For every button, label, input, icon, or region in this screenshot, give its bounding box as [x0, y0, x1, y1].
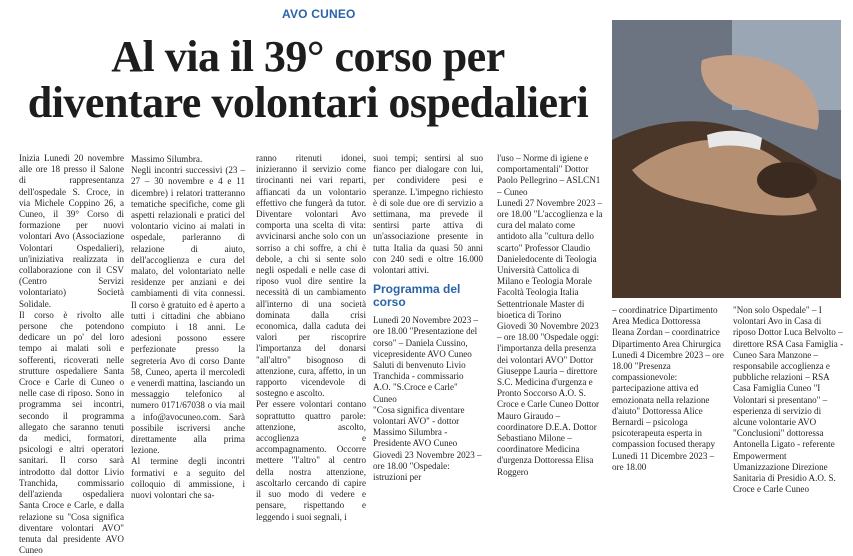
body-paragraph: Il corso è rivolto alle persone che potendono dedicare un po' del loro tempo ai malati soli e sofferenti, ricoverati nelle strutture ospedaliere Santa Croce e Carle di Cuneo o nelle case di riposo. Sono in programma sei incontri, secondo il programma allegato che saranno tenuti da medici, formatori, psicologi e altri operatori sanitari. Il corso sarà introdotto dal dottor Livio Tranchida, commissario dell'azienda ospedaliera Santa Croce e Carle, e dalla relazione su "Cosa significa diventare volontari AVO" tenuta dal presidente AVO Cuneo — [19, 309, 124, 556]
article-headline — [8, 34, 608, 126]
programme-entry: Lunedì 20 Novembre 2023 – ore 18.00 "Presentazione del corso" – Daniela Cussino, vicepresidente AVO Cuneo Saluti di benvenuto Livio Tranchida - commissario A.O. "S.Croce e Carle" Cuneo — [373, 315, 479, 404]
body-paragraph: Massimo Silumbra. — [131, 154, 203, 164]
headline-line-2: diventare volontari ospedalieri — [27, 78, 589, 127]
body-paragraph: Per essere volontari contano soprattutto quattro parole: attenzione, ascolto, accoglienza e accompagnamento. Occorre mettere "l'altro" al centro della nostra attenzione, ascoltarlo cercando di capire il suo modo di vedere e pensare, rispettando e leggendo i suoi segnali, i — [256, 399, 366, 522]
programme-heading: Programma del corso — [373, 282, 461, 310]
article-column-6 — [612, 305, 724, 473]
programme-entry: "Cosa significa diventare volontari AVO" - dottor Massimo Silumbra - Presidente AVO Cuneo — [373, 404, 465, 449]
body-paragraph: Al termine degli incontri formativi e a seguito del colloquio di ammissione, i nuovi volontari che sa- — [131, 456, 245, 501]
body-paragraph: ranno ritenuti idonei, inizieranno il servizio come tirocinanti nei vari reparti, affiancati da un volontario effettivo che fungerà da tutor. Diventare volontari Avo comporta una scelta di vita: avvicinarsi anche solo con un sorriso a chi soffre, a chi è debole, a chi si sente solo negli ospedali e nelle case di riposo vuol dire sentire la necessità di un cambiamento all'interno di una società dominata dalla crisi economica, dalla caduta dei valori per riscoprire l'importanza del donarsi "all'altro" bisognoso di attenzione, cura, affetto, in un rapporto vicendevole di sostegno e ascolto. — [256, 153, 366, 399]
programme-entry: – coordinatrice Dipartimento Area Medica Dottoressa Ileana Zordan – coordinatrice Dipartimento Area Chirurgica — [612, 305, 721, 349]
body-paragraph: Negli incontri successivi (23 – 27 – 30 novembre e 4 e 11 dicembre) i relatori tratteranno tematiche specifiche, come gli aspetti relazionali e pratici del volontario vicino ai malati in ospedale, parleranno di relazione di aiuto, dell'accoglienza e cura del malato, del volontariato nelle residenze per anziani e dei cambiamenti di vita connessi. Il corso è gratuito ed è aperto a tutti i cittadini che abbiano compiuto i 18 anni. Le adesioni possono essere perfezionate presso la segreteria Avo di corso Dante 58, Cuneo, aperta il mercoledì e venerdì mattina, lasciando un messaggio telefonico al numero 0171/67038 o via mail a info@avocuneo.com. Sarà possibile iscriversi anche direttamente alla prima lezione. — [131, 165, 245, 456]
programme-entry: Giovedì 30 Novembre 2023 – ore 18.00 "Ospedale oggi: l'importanza della presenza dei volontari AVO" Dottor Giuseppe Lauria – direttore S.C. Medicina d'urgenza e Pronto Soccorso A.O. S. Croce e Carle Cuneo Dottor Mauro Giraudo – coordinatore D.E.A. Dottor Sebastiano Milone – coordinatore Medicina d'urgenza Dottoressa Elisa Roggero — [497, 321, 600, 477]
article-column-3 — [256, 153, 366, 523]
article-column-4 — [373, 153, 483, 483]
article-column-7 — [733, 305, 845, 495]
article-column-2 — [131, 154, 245, 501]
body-paragraph: suoi tempi; sentirsi al suo fianco per dialogare con lui, per condividere pesi e speranze. L'impegno richiesto è di sole due ore di servizio a settimana, ma prevede il sentirsi parte attiva di un'associazione presente in tutta Italia da quasi 50 anni con 240 sedi e oltre 16.000 volontari attivi. — [373, 153, 483, 276]
headline-line-1: Al via il 39° corso per — [111, 32, 505, 81]
programme-entry: l'uso – Norme di igiene e comportamentali" Dottor Paolo Pellegrino – ASLCN1 – Cuneo — [497, 153, 601, 197]
programme-entry: Lunedì 11 Dicembre 2023 – ore 18.00 — [612, 450, 715, 472]
programme-entry: Giovedì 23 Novembre 2023 – ore 18.00 "Ospedale: istruzioni per — [373, 449, 482, 483]
article-column-1 — [19, 153, 124, 556]
hands-photo-icon — [612, 20, 841, 298]
section-kicker: AVO CUNEO — [282, 7, 356, 21]
programme-entry: "Non solo Ospedale" – I volontari Avo in Casa di riposo Dottor Luca Belvolto – direttore RSA Casa Famiglia - Cuneo Sara Manzone – responsabile accoglienza e pubbliche relazioni – RSA Casa Famiglia Cuneo "I Volontari si presentano" – esperienza di servizio di alcune volontarie AVO "Conclusioni" dottoressa Antonella Ligato - referente Empowerment Umanizzazione Direzione Sanitaria di Presidio A.O. S. Croce e Carle Cuneo — [733, 305, 844, 495]
photo-illustration — [612, 20, 841, 298]
programme-entry: Lunedì 4 Dicembre 2023 – ore 18.00 "Presenza compassionevole: partecipazione attiva ed emozionata nella relazione d'aiuto" Dottoressa Alice Bernardi – psicologa psicoterapeuta esperta in compassion focused therapy — [612, 349, 724, 450]
article-column-5 — [497, 153, 605, 478]
intro-paragraph: Inizia Lunedì 20 novembre alle ore 18 presso il Salone di rappresentanza dell'ospedale S. Croce, in via Michele Coppino 26, a Cuneo, il 39° Corso di formazione per nuovi volontari Avo (Associazione Volontari Ospedalieri), un'iniziativa realizzata in collaborazione con il CSV (Centro Servizi volontariato) Società Solidale. — [19, 153, 124, 309]
programme-entry: Lunedì 27 Novembre 2023 – ore 18.00 "L'accoglienza e la cura del malato come antidoto alla "cultura dello scarto" Professor Claudio Danieledocente di Teologia Università Cattolica di Milano e Teologia Morale Facoltà Teologia Italia Settentrionale Master di bioetica di Torino — [497, 197, 603, 320]
